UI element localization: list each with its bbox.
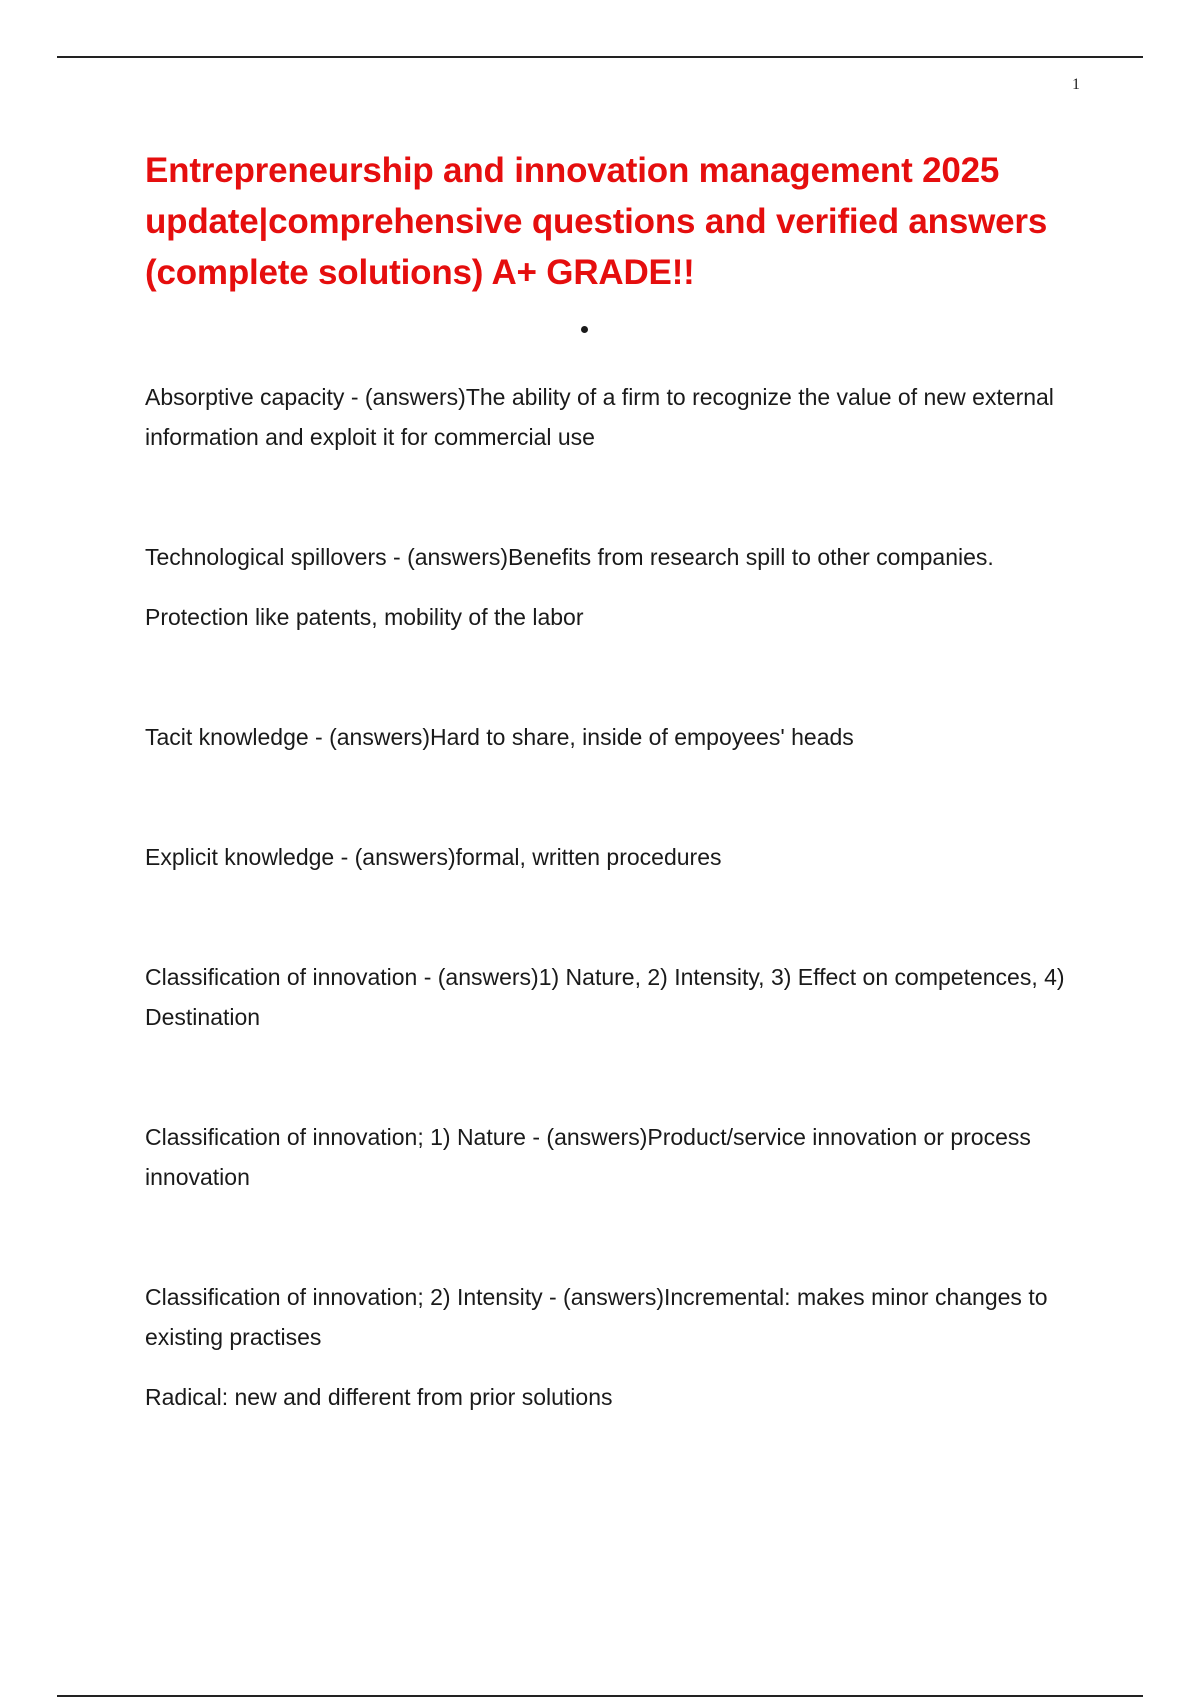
footer-rule xyxy=(57,1695,1143,1697)
header-rule xyxy=(57,56,1143,58)
qa-entry-continuation: Radical: new and different from prior solutions xyxy=(145,1384,613,1410)
qa-entry-text: Classification of innovation; 2) Intensity - (answers)Incremental: makes minor changes to existing practises xyxy=(145,1284,1048,1350)
qa-entry-text: Tacit knowledge - (answers)Hard to share, inside of empoyees' heads xyxy=(145,724,854,750)
qa-entry xyxy=(145,377,1105,457)
qa-list xyxy=(145,377,1105,1417)
qa-entry-text: Classification of innovation - (answers)1) Nature, 2) Intensity, 3) Effect on competences, 4) Destination xyxy=(145,964,1065,1030)
qa-entry-text: Absorptive capacity - (answers)The ability of a firm to recognize the value of new external information and exploit it for commercial use xyxy=(145,384,1054,450)
qa-entry-text: Classification of innovation; 1) Nature - (answers)Product/service innovation or process innovation xyxy=(145,1124,1031,1190)
qa-entry-text: Technological spillovers - (answers)Benefits from research spill to other companies. xyxy=(145,544,994,570)
qa-entry xyxy=(145,717,1105,757)
qa-entry xyxy=(145,1117,1105,1197)
qa-entry-continuation: Protection like patents, mobility of the labor xyxy=(145,604,584,630)
qa-entry-text: Explicit knowledge - (answers)formal, written procedures xyxy=(145,844,722,870)
qa-entry xyxy=(145,1277,1105,1417)
page-number: 1 xyxy=(1072,76,1080,93)
qa-entry xyxy=(145,837,1105,877)
bullet-dot xyxy=(581,326,588,333)
document-title: Entrepreneurship and innovation management 2025 update|comprehensive questions and verified answers (complete solutions) A+ GRADE!! xyxy=(145,151,1048,292)
qa-entry xyxy=(145,957,1105,1037)
qa-entry xyxy=(145,537,1105,637)
